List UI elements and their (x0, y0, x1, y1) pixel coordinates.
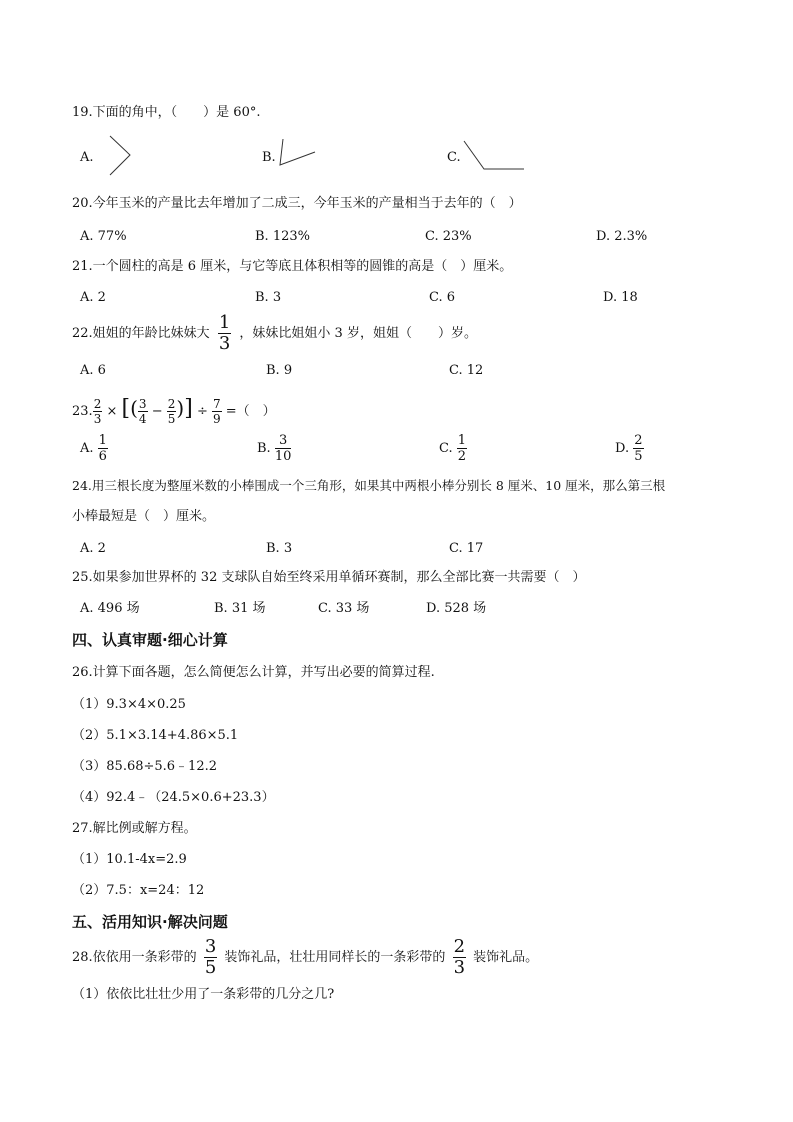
q23-divide-sign: ÷ (196, 404, 208, 419)
q23-option-d-numerator: 2 (634, 433, 643, 448)
q23-f3-numerator: 2 (167, 397, 176, 411)
q24-option-b: B. 3 (266, 541, 293, 556)
q23-f3-denominator: 5 (167, 412, 176, 426)
q26-item-2: （2）5.1×3.14+4.86×5.1 (72, 728, 239, 743)
q25-option-a: A. 496 场 (80, 601, 140, 616)
q20-option-b: B. 123% (255, 229, 310, 244)
q22-fraction-denominator: 3 (218, 333, 231, 354)
q23-option-c-numerator: 1 (457, 433, 467, 448)
q20-option-a: A. 77% (80, 229, 127, 244)
q19-option-a-label: A. (80, 150, 94, 165)
q23-option-d (615, 434, 644, 464)
q23-fraction-4 (212, 398, 222, 425)
q28-stem-part1: 28.依依用一条彩带的 (72, 950, 197, 965)
q28-fraction-1 (204, 938, 217, 977)
q23-left-paren: ( (130, 396, 138, 420)
q27-item-1: （1）10.1-4x=2.9 (72, 852, 187, 867)
q19-option-b-angle-figure (275, 138, 325, 173)
q28-f2-denominator: 3 (453, 957, 466, 978)
q28-stem-part2: 装饰礼品，壮壮用同样长的一条彩带的 (224, 950, 446, 965)
q28-f1-numerator: 3 (204, 936, 217, 957)
q28-stem-part3: 装饰礼品。 (473, 950, 539, 965)
q22-stem-part1: 22.姐姐的年龄比妹妹大 (72, 326, 210, 341)
q23-f4-numerator: 7 (212, 397, 221, 411)
q23-option-c (439, 434, 467, 464)
q23-option-c-label: C. (439, 441, 453, 456)
question-25-stem: 25.如果参加世界杯的 32 支球队自始至终采用单循环赛制，那么全部比赛一共需要（ ） (72, 570, 586, 585)
q28-fraction-2 (453, 938, 466, 977)
q23-option-b (257, 434, 291, 464)
q21-option-b: B. 3 (255, 290, 282, 305)
q23-f2-denominator: 4 (138, 412, 147, 426)
section-4-heading: 四、认真审题·细心计算 (72, 631, 228, 649)
q23-f4-denominator: 9 (212, 412, 221, 426)
q23-option-b-numerator: 3 (275, 434, 292, 449)
q21-option-c: C. 6 (429, 290, 456, 305)
q28-f2-numerator: 2 (453, 936, 466, 957)
q23-option-a-label: A. (80, 441, 94, 456)
q23-left-bracket: [ (121, 396, 131, 421)
q26-item-1: （1）9.3×4×0.25 (72, 697, 186, 712)
q20-option-c: C. 23% (425, 229, 472, 244)
q25-option-c: C. 33 场 (318, 601, 370, 616)
q22-fraction-numerator: 1 (218, 312, 231, 333)
q28-f1-denominator: 5 (204, 957, 217, 978)
q23-option-b-fraction (275, 434, 292, 463)
q19-option-c-label: C. (447, 150, 461, 165)
q20-option-d: D. 2.3% (596, 229, 648, 244)
q23-fraction-3 (167, 398, 177, 425)
question-26-stem: 26.计算下面各题，怎么简便怎么计算，并写出必要的简算过程. (72, 665, 435, 680)
q24-option-a: A. 2 (80, 541, 106, 556)
q23-option-a-numerator: 1 (98, 433, 107, 448)
q23-option-d-fraction (633, 434, 643, 463)
question-20-stem: 20.今年玉米的产量比去年增加了二成三，今年玉米的产量相当于去年的（ ） (72, 196, 522, 211)
q23-option-d-label: D. (615, 441, 630, 456)
q23-right-paren: ) (176, 396, 185, 420)
question-23-stem (72, 392, 276, 428)
section-5-heading: 五、活用知识·解决问题 (72, 913, 228, 931)
question-24-stem-line1: 24.用三根长度为整厘米数的小棒围成一个三角形，如果其中两根小棒分别长 8 厘米、10 厘米，那么第三根 (72, 478, 666, 493)
q21-option-d: D. 18 (603, 290, 638, 305)
q21-option-a: A. 2 (80, 290, 106, 305)
q23-option-c-fraction (457, 434, 467, 463)
q23-f1-numerator: 2 (93, 397, 102, 411)
q19-option-c-angle-figure (462, 140, 532, 175)
q28-sub-question-1: （1）依依比壮壮少用了一条彩带的几分之几? (72, 987, 335, 1002)
q23-f2-numerator: 3 (138, 397, 147, 411)
q22-option-b: B. 9 (266, 363, 293, 378)
q23-option-d-denominator: 5 (634, 449, 643, 464)
q24-option-c: C. 17 (449, 541, 484, 556)
q23-right-bracket: ] (184, 396, 193, 421)
q23-minus-sign: − (151, 404, 163, 419)
q23-option-a (80, 434, 108, 464)
question-28-stem (72, 937, 538, 979)
q27-item-2: （2）7.5：x=24：12 (72, 883, 205, 898)
q23-option-b-label: B. (257, 441, 271, 456)
q23-option-c-denominator: 2 (457, 449, 467, 464)
q25-option-d: D. 528 场 (426, 601, 487, 616)
q22-option-c: C. 12 (449, 363, 484, 378)
q19-option-a-angle-figure (108, 135, 138, 180)
q19-option-b-label: B. (262, 150, 276, 165)
q23-fraction-2 (138, 398, 148, 425)
question-22-stem (72, 314, 477, 354)
question-27-stem: 27.解比例或解方程。 (72, 821, 197, 836)
q22-stem-part2: ，妹妹比姐姐小 3 岁，姐姐（ ）岁。 (239, 326, 477, 341)
q23-times-sign: × (106, 404, 118, 419)
q26-item-4: （4）92.4﹣（24.5×0.6+23.3） (72, 790, 275, 805)
q25-option-b: B. 31 场 (214, 601, 266, 616)
q23-equals-blank: =（ ） (225, 404, 276, 419)
question-19-stem: 19.下面的角中，（ ）是 60°. (72, 105, 261, 120)
q23-option-a-denominator: 6 (98, 449, 107, 464)
q23-option-b-denominator: 10 (274, 449, 292, 464)
q23-number: 23. (72, 404, 93, 419)
q23-fraction-1 (93, 398, 103, 425)
q23-f1-denominator: 3 (93, 412, 102, 426)
question-24-stem-line2: 小棒最短是（ ）厘米。 (72, 509, 216, 524)
q23-option-a-fraction (98, 434, 108, 463)
question-21-stem: 21.一个圆柱的高是 6 厘米，与它等底且体积相等的圆锥的高是（ ）厘米。 (72, 259, 513, 274)
q26-item-3: （3）85.68÷5.6﹣12.2 (72, 759, 217, 774)
q22-fraction (218, 314, 231, 353)
q22-option-a: A. 6 (80, 363, 106, 378)
